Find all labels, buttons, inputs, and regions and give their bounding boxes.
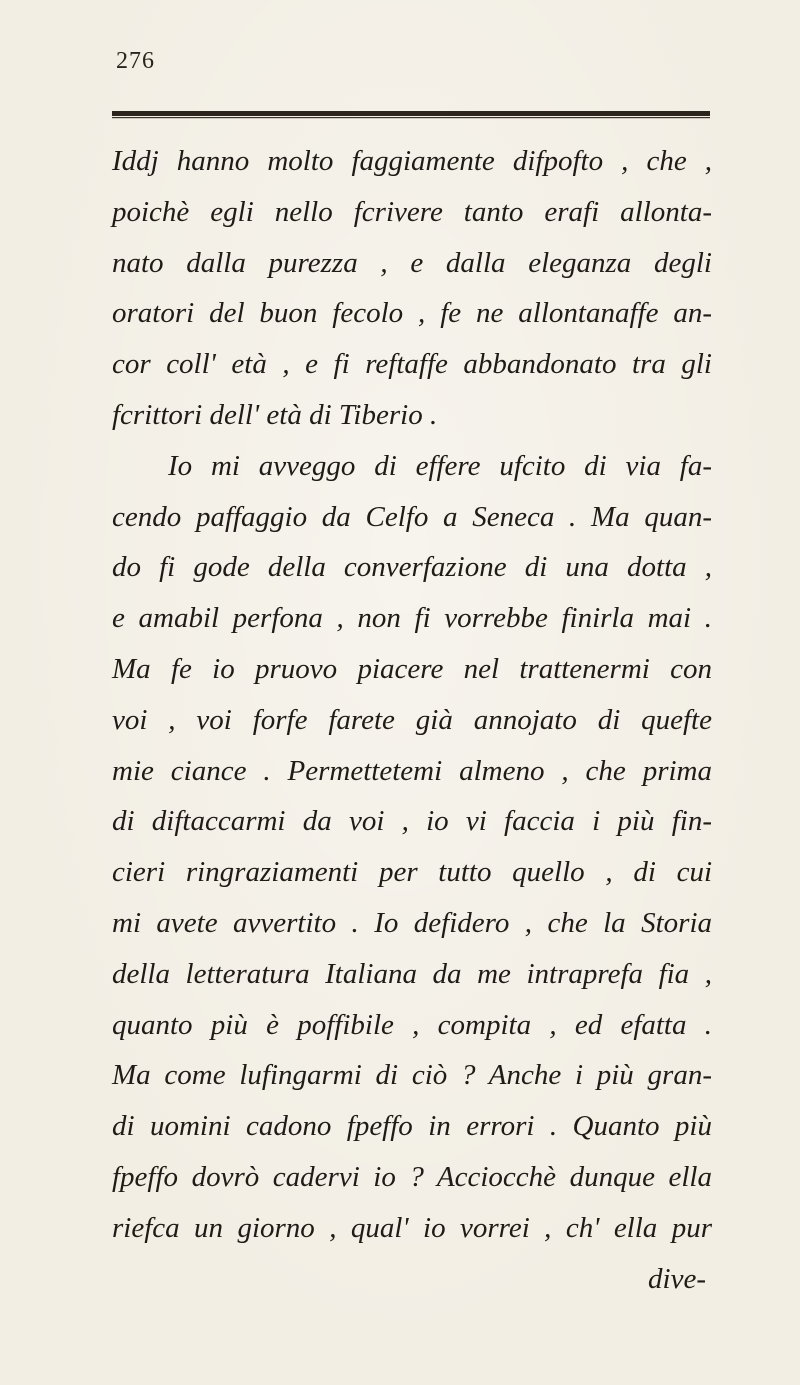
text-line-14: di diftaccarmi da voi , io vi faccia i più fin- (112, 805, 712, 838)
text-line-5: cor coll' età , e fi reftaffe abbandonato tra gli (112, 348, 712, 381)
text-line-2: poichè egli nello fcrivere tanto erafi allonta- (112, 195, 712, 228)
page-number: 276 (116, 48, 155, 74)
text-line-7: Io mi avveggo di effere ufcito di via fa- (168, 449, 712, 482)
text-line-11: Ma fe io pruovo piacere nel trattenermi con (112, 652, 712, 685)
text-line-19: Ma come lufingarmi di ciò ? Anche i più gran- (112, 1059, 712, 1092)
text-line-18: quanto più è poffibile , compita , ed efatta . (112, 1008, 712, 1041)
header-rule (112, 108, 710, 120)
text-line-22: riefca un giorno , qual' io vorrei , ch' ella pur (112, 1211, 712, 1244)
catchword: dive- (648, 1262, 706, 1295)
text-line-21: fpeffo dovrò cadervi io ? Acciocchè dunque ella (112, 1160, 712, 1193)
text-line-10: e amabil perfona , non fi vorrebbe finirla mai . (112, 602, 712, 635)
text-line-4: oratori del buon fecolo , fe ne allontanaffe an- (112, 297, 712, 330)
text-line-9: do fi gode della converfazione di una dotta , (112, 551, 712, 584)
text-line-13: mie ciance . Permettetemi almeno , che prima (112, 754, 712, 787)
text-line-8: cendo paffaggio da Celfo a Seneca . Ma quan- (112, 500, 712, 533)
text-line-16: mi avete avvertito . Io defidero , che la Storia (112, 906, 712, 939)
text-line-15: cieri ringraziamenti per tutto quello , di cui (112, 856, 712, 889)
text-line-6: fcrittori dell' età di Tiberio . (112, 398, 438, 431)
text-line-17: della letteratura Italiana da me intraprefa fia , (112, 957, 712, 990)
body-text (112, 136, 712, 1304)
text-line-20: di uomini cadono fpeffo in errori . Quanto più (112, 1110, 712, 1143)
text-line-12: voi , voi forfe farete già annojato di quefte (112, 703, 712, 736)
text-line-1: Iddj hanno molto faggiamente difpofto , che , (112, 145, 712, 177)
text-line-3: nato dalla purezza , e dalla eleganza degli (112, 246, 712, 279)
